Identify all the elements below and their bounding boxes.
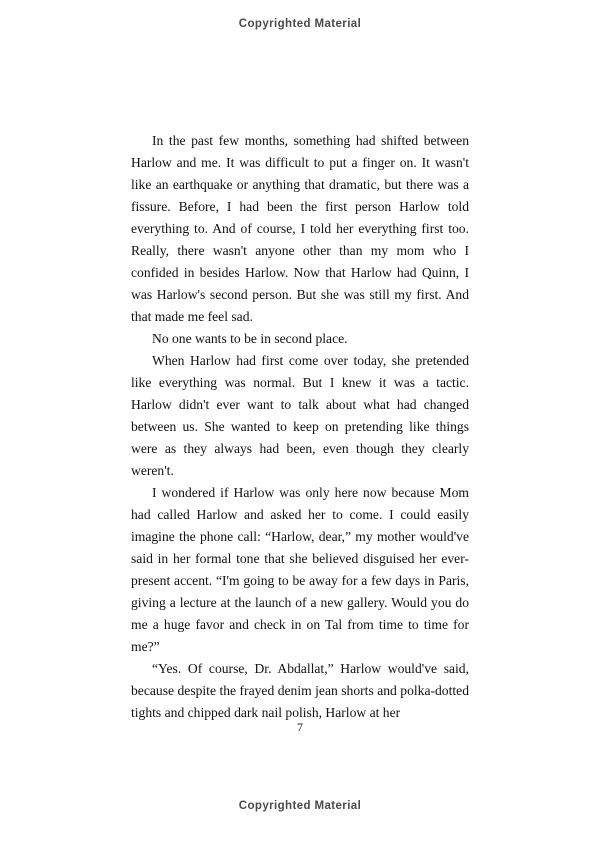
- page-number: 7: [297, 720, 303, 734]
- paragraph: I wondered if Harlow was only here now because Mom had called Harlow and asked her to come. I could easily imagine the phone call: “Harlow, dear,” my mother would've said in her formal tone that she believed disguised her ever-present accent. “I'm going to be away for a few days in Paris, giving a lecture at the launch of a new gallery. Would you do me a huge favor and check in on Tal from time to time for me?”: [131, 485, 469, 655]
- copyright-watermark-top: Copyrighted Material: [238, 18, 362, 30]
- paragraph: No one wants to be in second place.: [152, 331, 348, 347]
- paragraph: “Yes. Of course, Dr. Abdallat,” Harlow would've said, because despite the frayed denim jean shorts and polka-dotted tights and chipped dark nail polish, Harlow at her: [131, 661, 469, 721]
- paragraph: When Harlow had first come over today, she pretended like everything was normal. But I knew it was a tactic. Harlow didn't ever want to talk about what had changed between us. She wanted to keep on pretending like things were as they always had been, even though they clearly weren't.: [131, 353, 469, 479]
- body-text: [131, 130, 469, 724]
- copyright-watermark-bottom: Copyrighted Material: [238, 800, 362, 812]
- paragraph: In the past few months, something had shifted between Harlow and me. It was difficult to put a finger on. It wasn't like an earthquake or anything that dramatic, but there was a fissure. Before, I had been the first person Harlow told everything to. And of course, I told her everything first too. Really, there wasn't anyone other than my mom who I confided in besides Harlow. Now that Harlow had Quinn, I was Harlow's second person. But she was still my first. And that made me feel sad.: [131, 133, 469, 325]
